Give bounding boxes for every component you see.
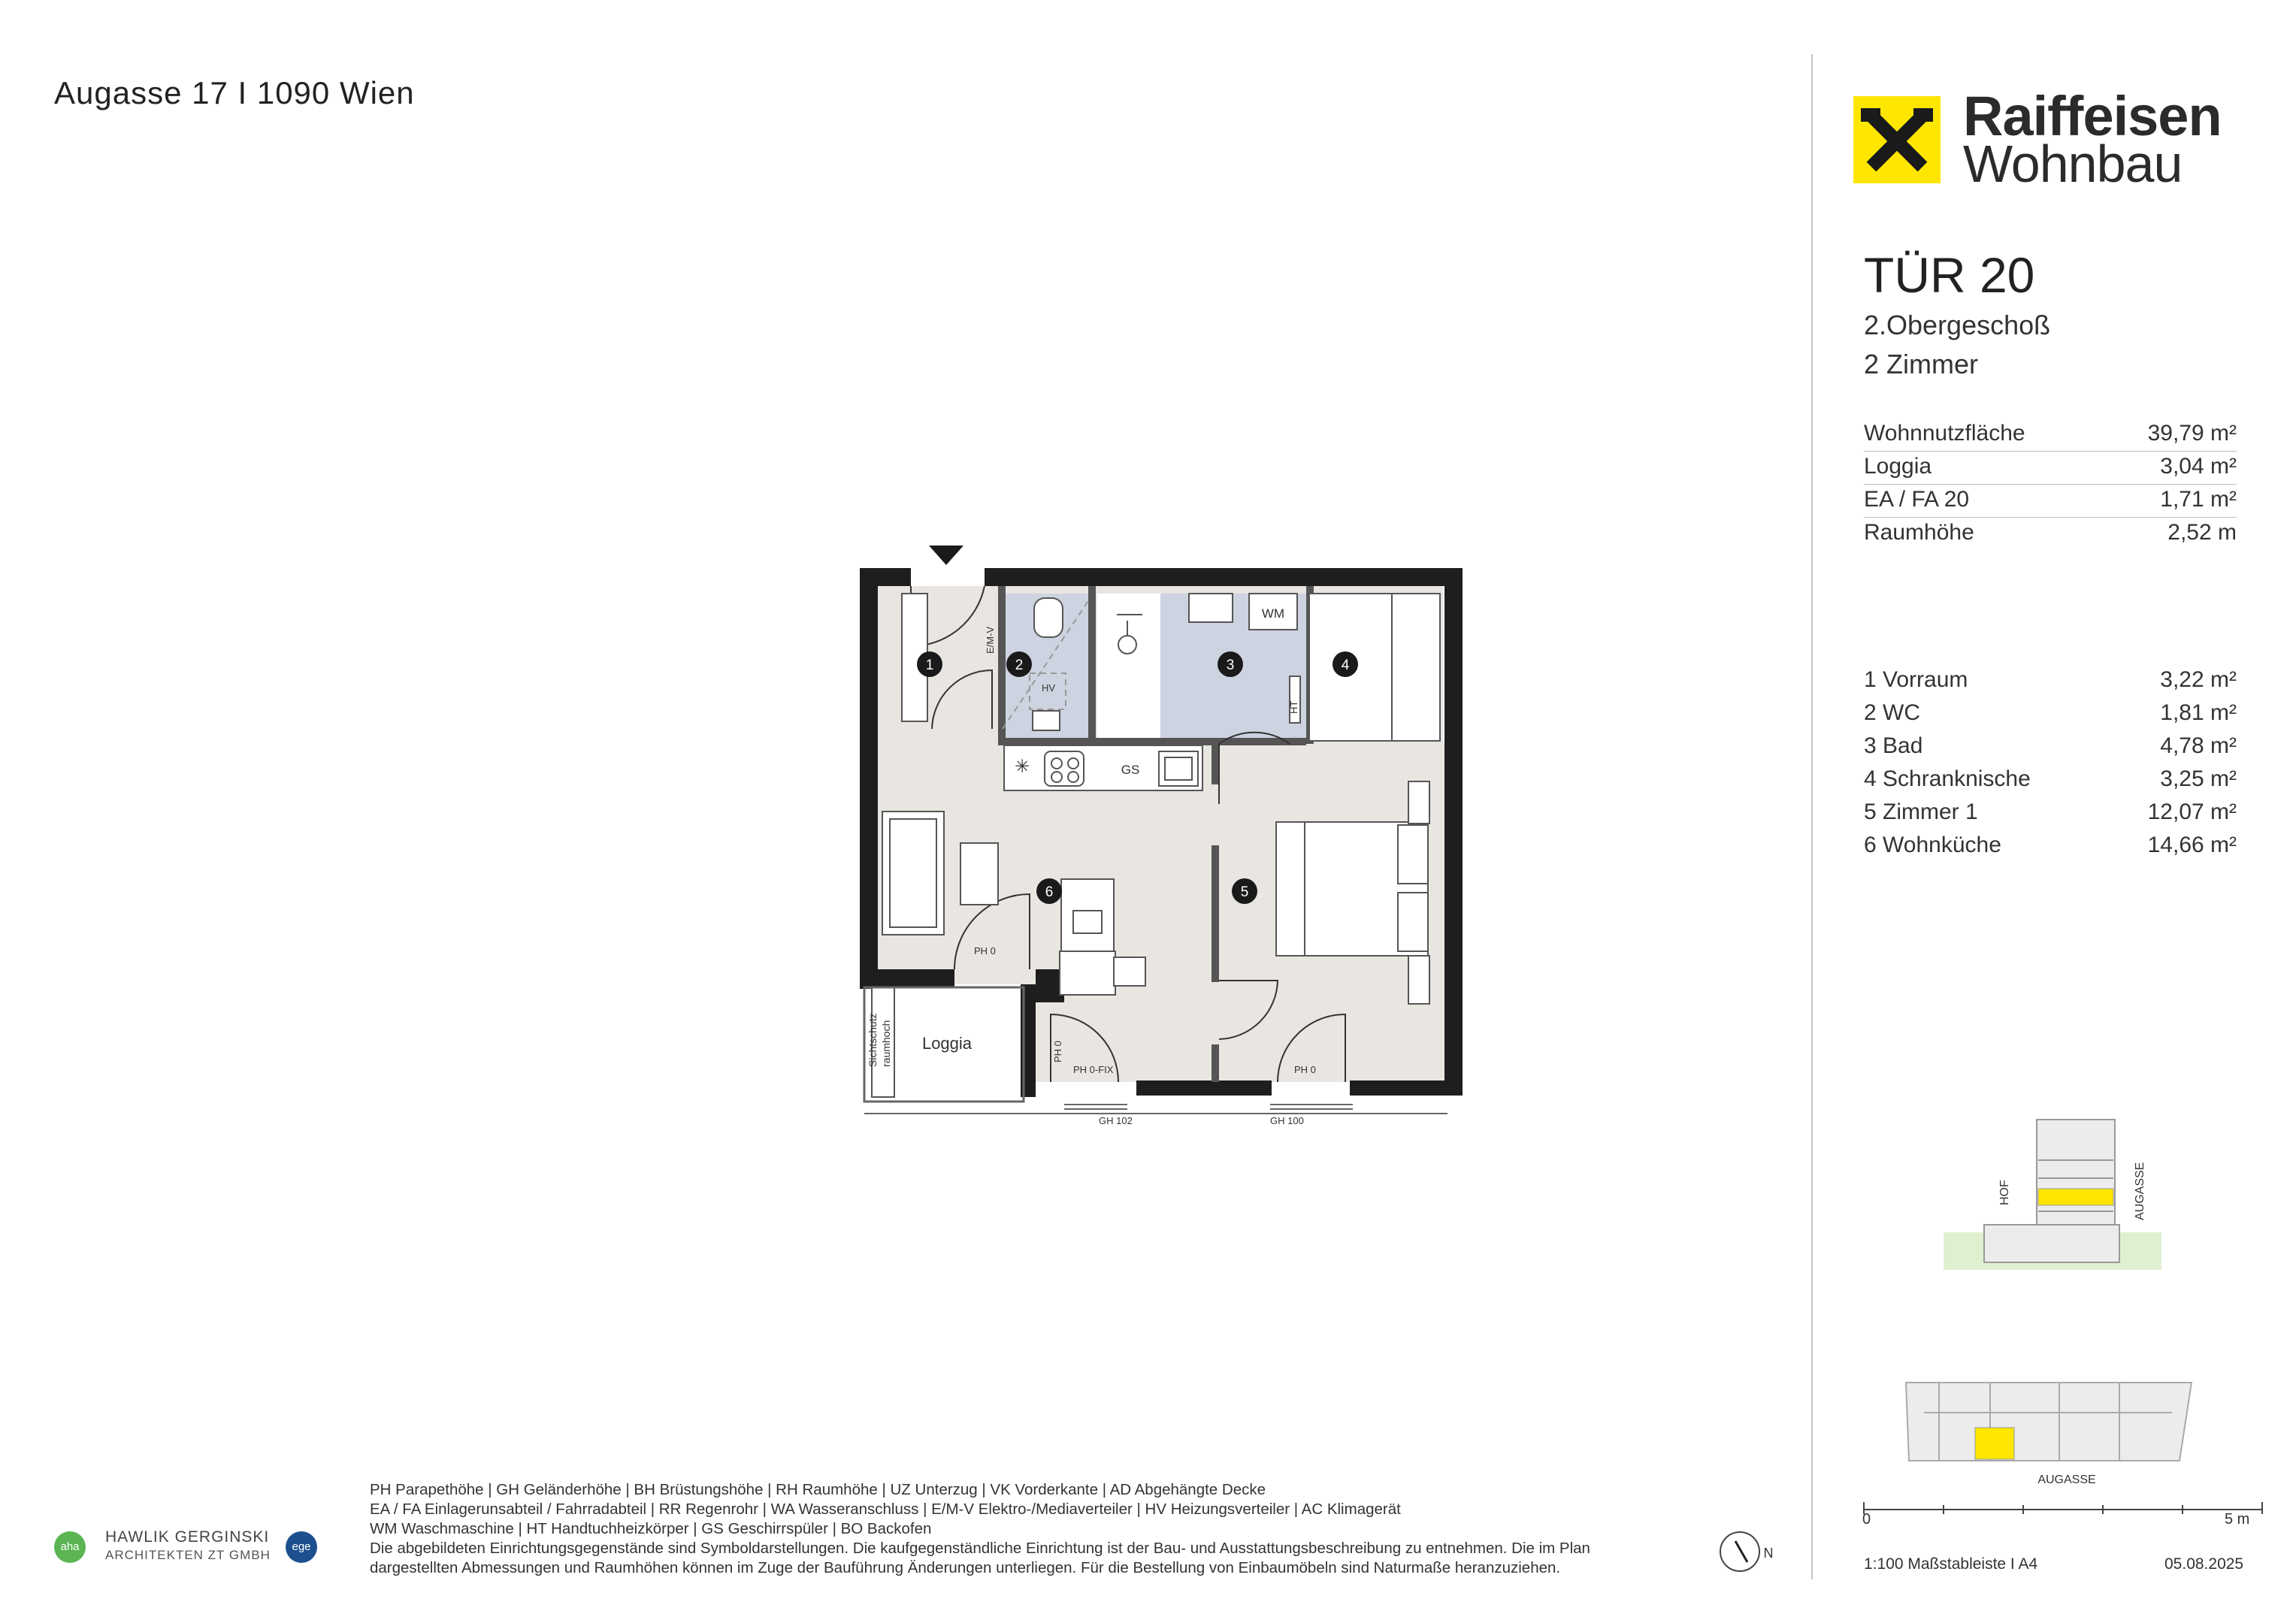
privacy-screen-label-2: raumhoch [880,1020,892,1067]
room-list-row [1864,663,2237,696]
area-label: Raumhöhe [1864,520,1974,545]
architect-name: HAWLIK GERGINSKI [105,1528,270,1546]
room-number: 4 [1341,657,1350,673]
ph0-label: PH 0 [974,945,996,957]
legend-line: dargestellten Abmessungen und Raumhöhen können im Zuge der Bauführung Änderungen unterliegen. Für die Bestellung von Einbaumöbeln sind Naturmaße heranzuziehen. [370,1559,1561,1576]
architect-subtitle: ARCHITEKTEN ZT GMBH [105,1548,271,1562]
legend-line: WM Waschmaschine | HT Handtuchheizkörper | GS Geschirrspüler | BO Backofen [370,1520,932,1537]
room-label: 4 Schranknische [1864,766,2031,791]
unit-floor-highlight [2038,1189,2113,1205]
area-label: EA / FA 20 [1864,487,1970,512]
room-label: 1 Vorraum [1864,667,1968,692]
gs-label: GS [1121,763,1140,777]
ph0-label: PH 0 [1052,1041,1063,1062]
section-key-plan [1931,1105,2180,1277]
room-label: 2 WC [1864,700,1920,725]
unit-floor: 2.Obergeschoß [1864,310,2051,340]
room-list-row [1864,828,2237,861]
area-row [1864,418,2237,452]
aha-logo: aha [54,1531,86,1563]
unit-site-highlight [1975,1428,2014,1459]
area-row [1864,451,2237,485]
hof-label: HOF [1998,1180,2011,1205]
room-list-row [1864,762,2237,795]
augasse-bottom-label: AUGASSE [2037,1473,2096,1486]
column-divider [1811,54,1813,1579]
room-list-row [1864,795,2237,828]
ege-logo: ege [286,1531,317,1563]
scale-caption: 1:100 Maßstableiste I A4 [1864,1555,2038,1573]
room-marker [1218,651,1243,677]
raiffeisen-gable-cross-icon [1853,96,1941,183]
room-number: 6 [1045,884,1054,900]
room-label: 3 Bad [1864,733,1923,758]
site-building [1906,1383,2192,1461]
room-list-row [1864,696,2237,729]
loggia-label: Loggia [921,1034,973,1053]
floor-plan [842,533,1473,1135]
logo-wordmark-line1: Raiffeisen [1963,85,2222,147]
unit-room-count: 2 Zimmer [1864,349,1978,379]
room-area: 4,78 m² [2160,733,2237,758]
room-area: 1,81 m² [2160,700,2237,725]
room-marker [917,651,942,677]
room-marker [1333,651,1358,677]
ph0-label: PH 0 [1294,1064,1316,1075]
scale-five-label: 5 m [2225,1511,2250,1528]
cooktop-fan-icon: ✳ [1014,757,1030,777]
room-area: 12,07 m² [2147,799,2237,824]
room-marker [1232,878,1257,904]
room-number: 1 [925,657,934,673]
area-value: 3,04 m² [2160,454,2237,479]
area-value: 1,71 m² [2160,487,2237,512]
legend [370,1480,1693,1578]
area-value: 2,52 m [2167,520,2237,545]
scale-zero-label: 0 [1862,1511,1871,1528]
room-area: 3,22 m² [2160,667,2237,692]
room-number: 5 [1240,884,1249,900]
area-value: 39,79 m² [2147,421,2237,446]
ht-label: HT [1288,700,1299,714]
entrance-arrow-icon [929,546,963,565]
gh-label: GH 102 [1099,1115,1133,1126]
wm-label: WM [1261,606,1285,621]
room-marker [1006,651,1032,677]
gh-label: GH 100 [1270,1115,1304,1126]
railings [864,1105,1447,1114]
area-row [1864,484,2237,518]
room-marker [1036,878,1062,904]
area-label: Loggia [1864,454,1932,479]
project-address: Augasse 17 I 1090 Wien [54,75,415,110]
legend-line: Die abgebildeten Einrichtungsgegenstände sind Symboldarstellungen. Die kaufgegenständliche Einrichtung ist der Bau- und Ausstattungsbeschreibung zu entnehmen. Die im Plan [370,1540,1590,1557]
emv-label: E/M-V [985,626,996,654]
room-area: 3,25 m² [2160,766,2237,791]
unit-title: TÜR 20 [1864,247,2035,303]
augasse-side-label: AUGASSE [2134,1162,2146,1220]
legend-line: EA / FA Einlagerunsabteil / Fahrradabteil | RR Regenrohr | WA Wasseranschluss | E/M-V Elektro-/Mediaverteiler | HV Heizungsverteiler | AC Klimagerät [370,1501,1401,1518]
room-list-row [1864,729,2237,762]
room-label: 6 Wohnküche [1864,833,2001,857]
room-number: 3 [1226,657,1235,673]
area-row [1864,517,2237,550]
room-label: 5 Zimmer 1 [1864,799,1978,824]
logo-wordmark-line2: Wohnbau [1963,134,2183,193]
area-label: Wohnnutzfläche [1864,421,2025,446]
north-label: N [1763,1546,1774,1561]
room-area: 14,66 m² [2147,833,2237,857]
legend-line: PH Parapethöhe | GH Geländerhöhe | BH Brüstungshöhe | RH Raumhöhe | UZ Unterzug | VK Vorderkante | AD Abgehängte Decke [370,1481,1266,1498]
plan-date: 05.08.2025 [2164,1555,2244,1573]
ph0-fix-label: PH 0-FIX [1073,1064,1114,1075]
hv-label: HV [1042,682,1056,694]
room-number: 2 [1015,657,1024,673]
north-arrow-icon [1717,1529,1777,1574]
scale-bar [1859,1499,2280,1522]
privacy-screen-label-1: Sichtschutz [867,1013,879,1067]
site-key-plan [1894,1352,2210,1488]
